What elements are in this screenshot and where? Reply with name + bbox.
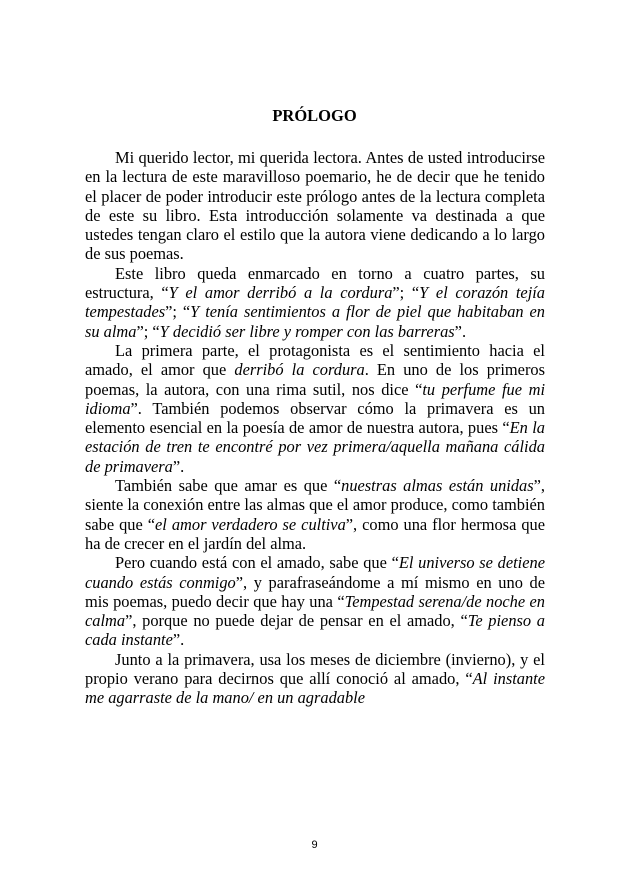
italic-quote: Te pienso a cada instante — [85, 611, 545, 650]
paragraph — [85, 650, 545, 708]
italic-quote: tu perfume fue mi idioma — [85, 379, 546, 418]
italic-quote: El universo se detiene cuando estás conmigo — [85, 553, 545, 592]
text-run: ”. — [454, 321, 467, 341]
prologue-body — [85, 148, 545, 708]
italic-quote: derribó la cordura — [234, 360, 365, 380]
paragraph — [85, 476, 545, 553]
text-run: Mi querido lector, mi querida lectora. Antes de usted introducirse en la lectura de este maravilloso poemario, he de decir que he tenido el placer de poder introducir este prólogo antes de la lectura completa de este su libro. Esta introducción solamente va destinada a que ustedes tengan claro el estilo que la autora viene dedicando a lo largo de sus poemas. — [85, 148, 545, 264]
text-run: ”. — [172, 630, 185, 650]
text-run: ”, porque no puede dejar de pensar en el amado, “ — [125, 611, 468, 631]
italic-quote: En la estación de tren te encontré por vez primera/aquella mañana cálida de primavera — [85, 418, 546, 476]
text-run: Pero cuando está con el amado, sabe que “ — [115, 553, 399, 573]
italic-quote: Tempestad serena/de noche en calma — [85, 591, 545, 631]
italic-quote: nuestras almas están unidas — [341, 476, 534, 496]
text-run: ”. — [172, 456, 185, 476]
text-run: ”; “ — [392, 283, 420, 303]
italic-quote: Y el corazón tejía tempestades — [85, 283, 546, 322]
italic-quote: Y el amor derribó a la cordura — [168, 283, 393, 303]
text-run: ”, y parafraseándome a mí mismo en uno de mis poemas, puedo decir que hay una “ — [85, 572, 545, 611]
text-run: ”, como una flor hermosa que ha de crecer en el jardín del alma. — [85, 514, 545, 553]
italic-quote: Y tenía sentimientos a flor de piel que habitaban en su alma — [85, 302, 546, 341]
text-run: ”, siente la conexión entre las almas que el amor produce, como también sabe que “ — [85, 476, 545, 534]
text-run: También sabe que amar es que “ — [115, 476, 342, 496]
page-number: 9 — [311, 839, 318, 851]
paragraph — [85, 264, 545, 341]
italic-quote: el amor verdadero se cultiva — [155, 514, 346, 534]
text-run: Este libro queda enmarcado en torno a cuatro partes, su estructura, “ — [85, 263, 545, 303]
paragraph — [85, 148, 545, 264]
italic-quote: Al instante me agarraste de la mano/ en un agradable — [85, 669, 545, 708]
text-run: . En uno de los primeros poemas, la autora, con una rima sutil, nos dice “ — [85, 360, 545, 399]
page-title: PRÓLOGO — [272, 106, 357, 125]
text-run: La primera parte, el protagonista es el sentimiento hacia el amado, el amor que — [85, 340, 545, 380]
italic-quote: Y decidió ser libre y romper con las barreras — [159, 321, 455, 341]
text-run: Junto a la primavera, usa los meses de diciembre (invierno), y el propio verano para decirnos que allí conoció al amado, “ — [85, 649, 545, 689]
text-run: ”. También podemos observar cómo la primavera es un elemento esencial en la poesía de amor de nuestra autora, pues “ — [85, 398, 545, 438]
paragraph — [85, 553, 545, 649]
text-run: ”; “ — [136, 321, 160, 341]
text-run: ”; “ — [165, 302, 191, 322]
paragraph — [85, 341, 545, 476]
